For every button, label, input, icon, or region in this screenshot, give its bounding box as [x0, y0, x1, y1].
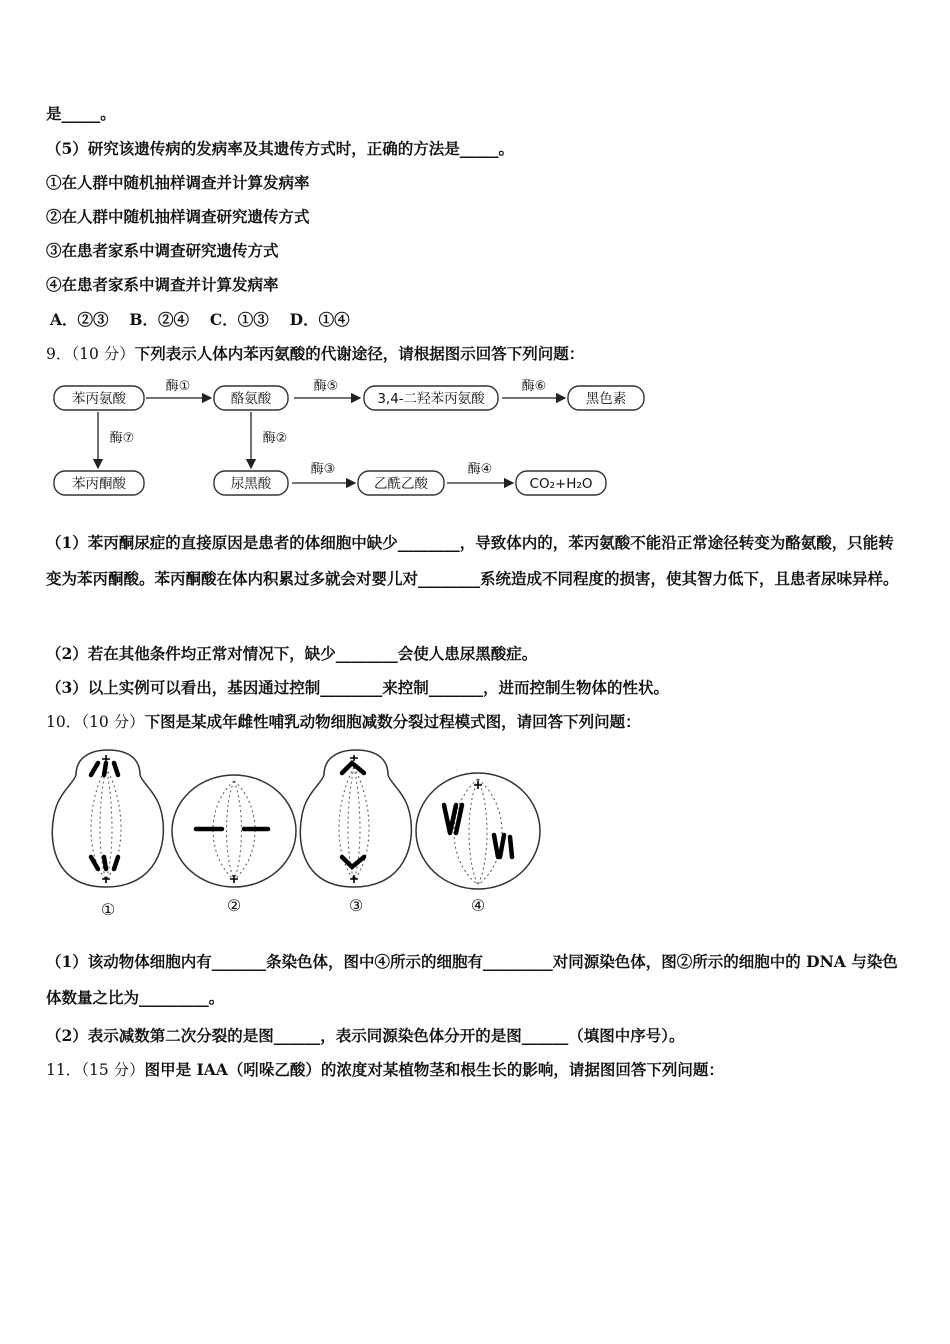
q8-option-1: ①在人群中随机抽样调查并计算发病率	[46, 173, 310, 192]
q8-line-tail: 是_____。	[46, 104, 116, 123]
node-final: CO₂+H₂O	[529, 476, 593, 492]
enzyme-5: 酶⑤	[313, 379, 339, 394]
q10-subq2: （2）表示减数第二次分裂的是图______，表示同源染色体分开的是图______（填图中序号）。	[46, 1026, 685, 1045]
q10-heading	[46, 710, 641, 732]
enzyme-1: 酶①	[165, 379, 191, 394]
q11-stem: 图甲是 IAA（吲哚乙酸）的浓度对某植物茎和根生长的影响，请据图回答下列问题：	[144, 1060, 724, 1079]
q10-stem: 下图是某成年雌性哺乳动物细胞减数分裂过程模式图，请回答下列问题：	[144, 712, 641, 731]
cell-label-3: ③	[348, 896, 364, 915]
q9-subq1: （1）苯丙酮尿症的直接原因是患者的体细胞中缺少________，导致体内的，苯丙氨酸不能沿正常途径转变为酪氨酸，只能转变为苯丙酮酸。苯丙酮酸在体内积累过多就会对婴儿对________系统造成不同程度的损害，使其智力低下，且患者尿味异样。	[46, 533, 899, 588]
enzyme-4: 酶④	[467, 462, 493, 477]
q11-number: 11．（15 分）	[46, 1061, 145, 1079]
node-aaa: 乙酰乙酸	[374, 476, 428, 492]
q11-heading	[46, 1058, 724, 1080]
q8-option-2: ②在人群中随机抽样调查研究遗传方式	[46, 207, 310, 226]
node-phe: 苯丙氨酸	[72, 391, 126, 407]
cell-label-1: ①	[100, 900, 116, 919]
node-tyr: 酪氨酸	[230, 391, 272, 407]
enzyme-2: 酶②	[262, 431, 288, 446]
q9-number: 9．（10 分）	[46, 345, 135, 363]
q8-option-4: ④在患者家系中调查并计算发病率	[46, 275, 279, 294]
q9-stem: 下列表示人体内苯丙氨酸的代谢途径，请根据图示回答下列问题：	[134, 344, 585, 363]
node-ppa: 苯丙酮酸	[72, 476, 126, 492]
metabolic-pathway-diagram	[46, 370, 656, 505]
cell-2	[172, 775, 296, 887]
cell-4	[416, 773, 540, 889]
q10-subq1: （1）该动物体细胞内有_______条染色体，图中④所示的细胞有_________对同源染色体，图②所示的细胞中的 DNA 与染色体数量之比为_________。	[46, 952, 898, 1007]
enzyme-6: 酶⑥	[521, 379, 547, 394]
meiosis-cells-diagram	[46, 745, 546, 920]
node-dopa: 3,4-二羟苯丙氨酸	[377, 391, 485, 407]
q8-option-3: ③在患者家系中调查研究遗传方式	[46, 241, 279, 260]
cell-label-2: ②	[226, 896, 242, 915]
q9-subq2: （2）若在其他条件均正常对情况下，缺少________会使人患尿黑酸症。	[46, 644, 538, 663]
q8-choices: A．②③ B．②④ C．①③ D．①④	[50, 310, 350, 329]
node-hga: 尿黑酸	[230, 476, 272, 492]
enzyme-3: 酶③	[310, 462, 336, 477]
q9-subq3: （3）以上实例可以看出，基因通过控制________来控制_______，进而控制生物体的性状。	[46, 678, 670, 697]
cell-label-4: ④	[470, 896, 486, 915]
q10-number: 10．（10 分）	[46, 713, 145, 731]
q9-heading	[46, 342, 584, 364]
enzyme-7: 酶⑦	[109, 431, 135, 446]
node-melanin: 黑色素	[585, 391, 627, 407]
q8-subq5: （5）研究该遗传病的发病率及其遗传方式时，正确的方法是_____。	[46, 139, 515, 158]
